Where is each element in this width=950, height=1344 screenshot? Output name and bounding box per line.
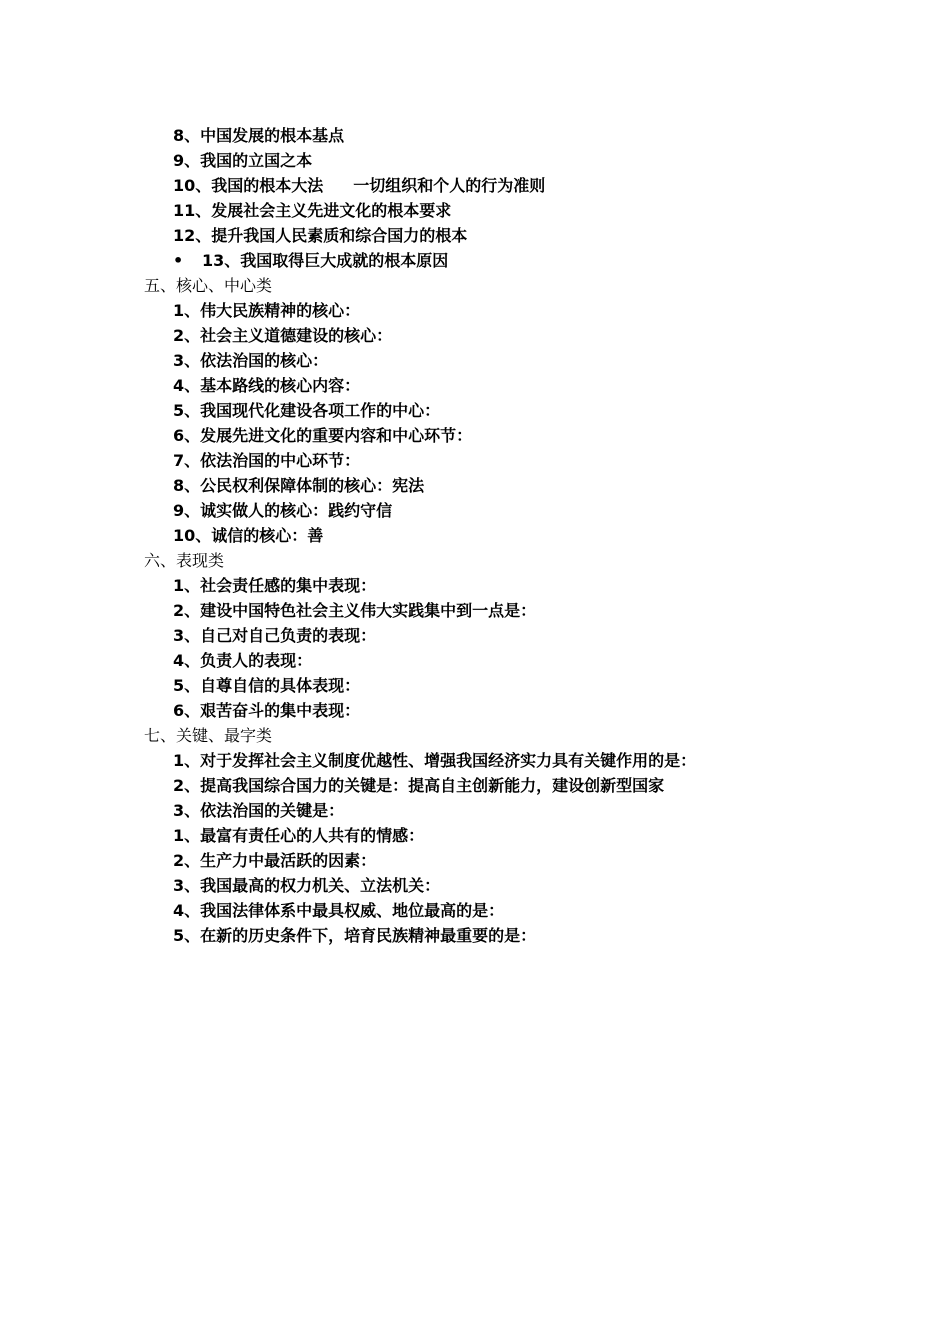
list-item-text: 8、公民权利保障体制的核心：宪法 [173, 476, 425, 495]
list-item-text: 5、我国现代化建设各项工作的中心： [173, 401, 441, 420]
list-item [144, 823, 904, 848]
list-item [144, 648, 904, 673]
section-heading-text: 五、核心、中心类 [144, 276, 273, 295]
list-item-text: 3、我国最高的权力机关、立法机关： [173, 876, 441, 895]
list-item [144, 848, 904, 873]
list-item [144, 923, 904, 948]
list-item [144, 673, 904, 698]
section-heading-text: 六、表现类 [144, 551, 225, 570]
section-heading [144, 273, 904, 298]
list-item [144, 423, 904, 448]
list-item [144, 773, 904, 798]
list-item [144, 173, 904, 198]
list-item [144, 623, 904, 648]
list-item [144, 898, 904, 923]
list-item [144, 123, 904, 148]
bullet-marker: • [173, 251, 184, 270]
list-item-text: 3、依法治国的关键是： [173, 801, 345, 820]
list-item [144, 298, 904, 323]
list-item-text: 2、提高我国综合国力的关键是：提高自主创新能力，建设创新型国家 [173, 776, 665, 795]
list-item-text: 5、自尊自信的具体表现： [173, 676, 361, 695]
list-item-text: 8、中国发展的根本基点 [173, 126, 345, 145]
list-item-text: 9、诚实做人的核心：践约守信 [173, 501, 393, 520]
section-heading-text: 七、关键、最字类 [144, 726, 273, 745]
list-item [144, 248, 904, 273]
list-item-text: 12、提升我国人民素质和综合国力的根本 [173, 226, 468, 245]
list-item [144, 323, 904, 348]
list-item-text: 1、伟大民族精神的核心： [173, 301, 361, 320]
list-item-text: 10、诚信的核心：善 [173, 526, 324, 545]
list-item [144, 348, 904, 373]
list-item [144, 523, 904, 548]
list-item [144, 448, 904, 473]
list-item-text: 7、依法治国的中心环节： [173, 451, 361, 470]
list-item-text: 2、社会主义道德建设的核心： [173, 326, 393, 345]
list-item-text: 1、最富有责任心的人共有的情感： [173, 826, 425, 845]
list-item [144, 873, 904, 898]
list-item [144, 398, 904, 423]
list-item-text: 4、我国法律体系中最具权威、地位最高的是： [173, 901, 505, 920]
list-item [144, 598, 904, 623]
list-item-text: 9、我国的立国之本 [173, 151, 313, 170]
section-heading [144, 723, 904, 748]
document-content [144, 123, 904, 948]
list-item [144, 573, 904, 598]
list-item [144, 798, 904, 823]
list-item [144, 698, 904, 723]
list-item-text: 5、在新的历史条件下，培育民族精神最重要的是： [173, 926, 537, 945]
list-item-text: 11、发展社会主义先进文化的根本要求 [173, 201, 452, 220]
list-item [144, 198, 904, 223]
list-item-extra-text: 一切组织和个人的行为准则 [353, 176, 546, 195]
list-item [144, 748, 904, 773]
list-item-text: 3、自己对自己负责的表现： [173, 626, 377, 645]
list-item-text: 1、对于发挥社会主义制度优越性、增强我国经济实力具有关键作用的是： [173, 751, 697, 770]
list-item [144, 498, 904, 523]
list-item-text: 13、我国取得巨大成就的根本原因 [202, 251, 449, 270]
list-item-text: 1、社会责任感的集中表现： [173, 576, 377, 595]
list-item [144, 373, 904, 398]
list-item-text: 6、艰苦奋斗的集中表现： [173, 701, 361, 720]
list-item-text: 6、发展先进文化的重要内容和中心环节： [173, 426, 473, 445]
section-heading [144, 548, 904, 573]
list-item-text: 2、建设中国特色社会主义伟大实践集中到一点是： [173, 601, 537, 620]
list-item-text: 4、负责人的表现： [173, 651, 313, 670]
list-item-text: 3、依法治国的核心： [173, 351, 329, 370]
list-item-text: 2、生产力中最活跃的因素： [173, 851, 377, 870]
list-item-text: 10、我国的根本大法 [173, 176, 324, 195]
list-item [144, 473, 904, 498]
list-item [144, 223, 904, 248]
list-item [144, 148, 904, 173]
list-item-text: 4、基本路线的核心内容： [173, 376, 361, 395]
